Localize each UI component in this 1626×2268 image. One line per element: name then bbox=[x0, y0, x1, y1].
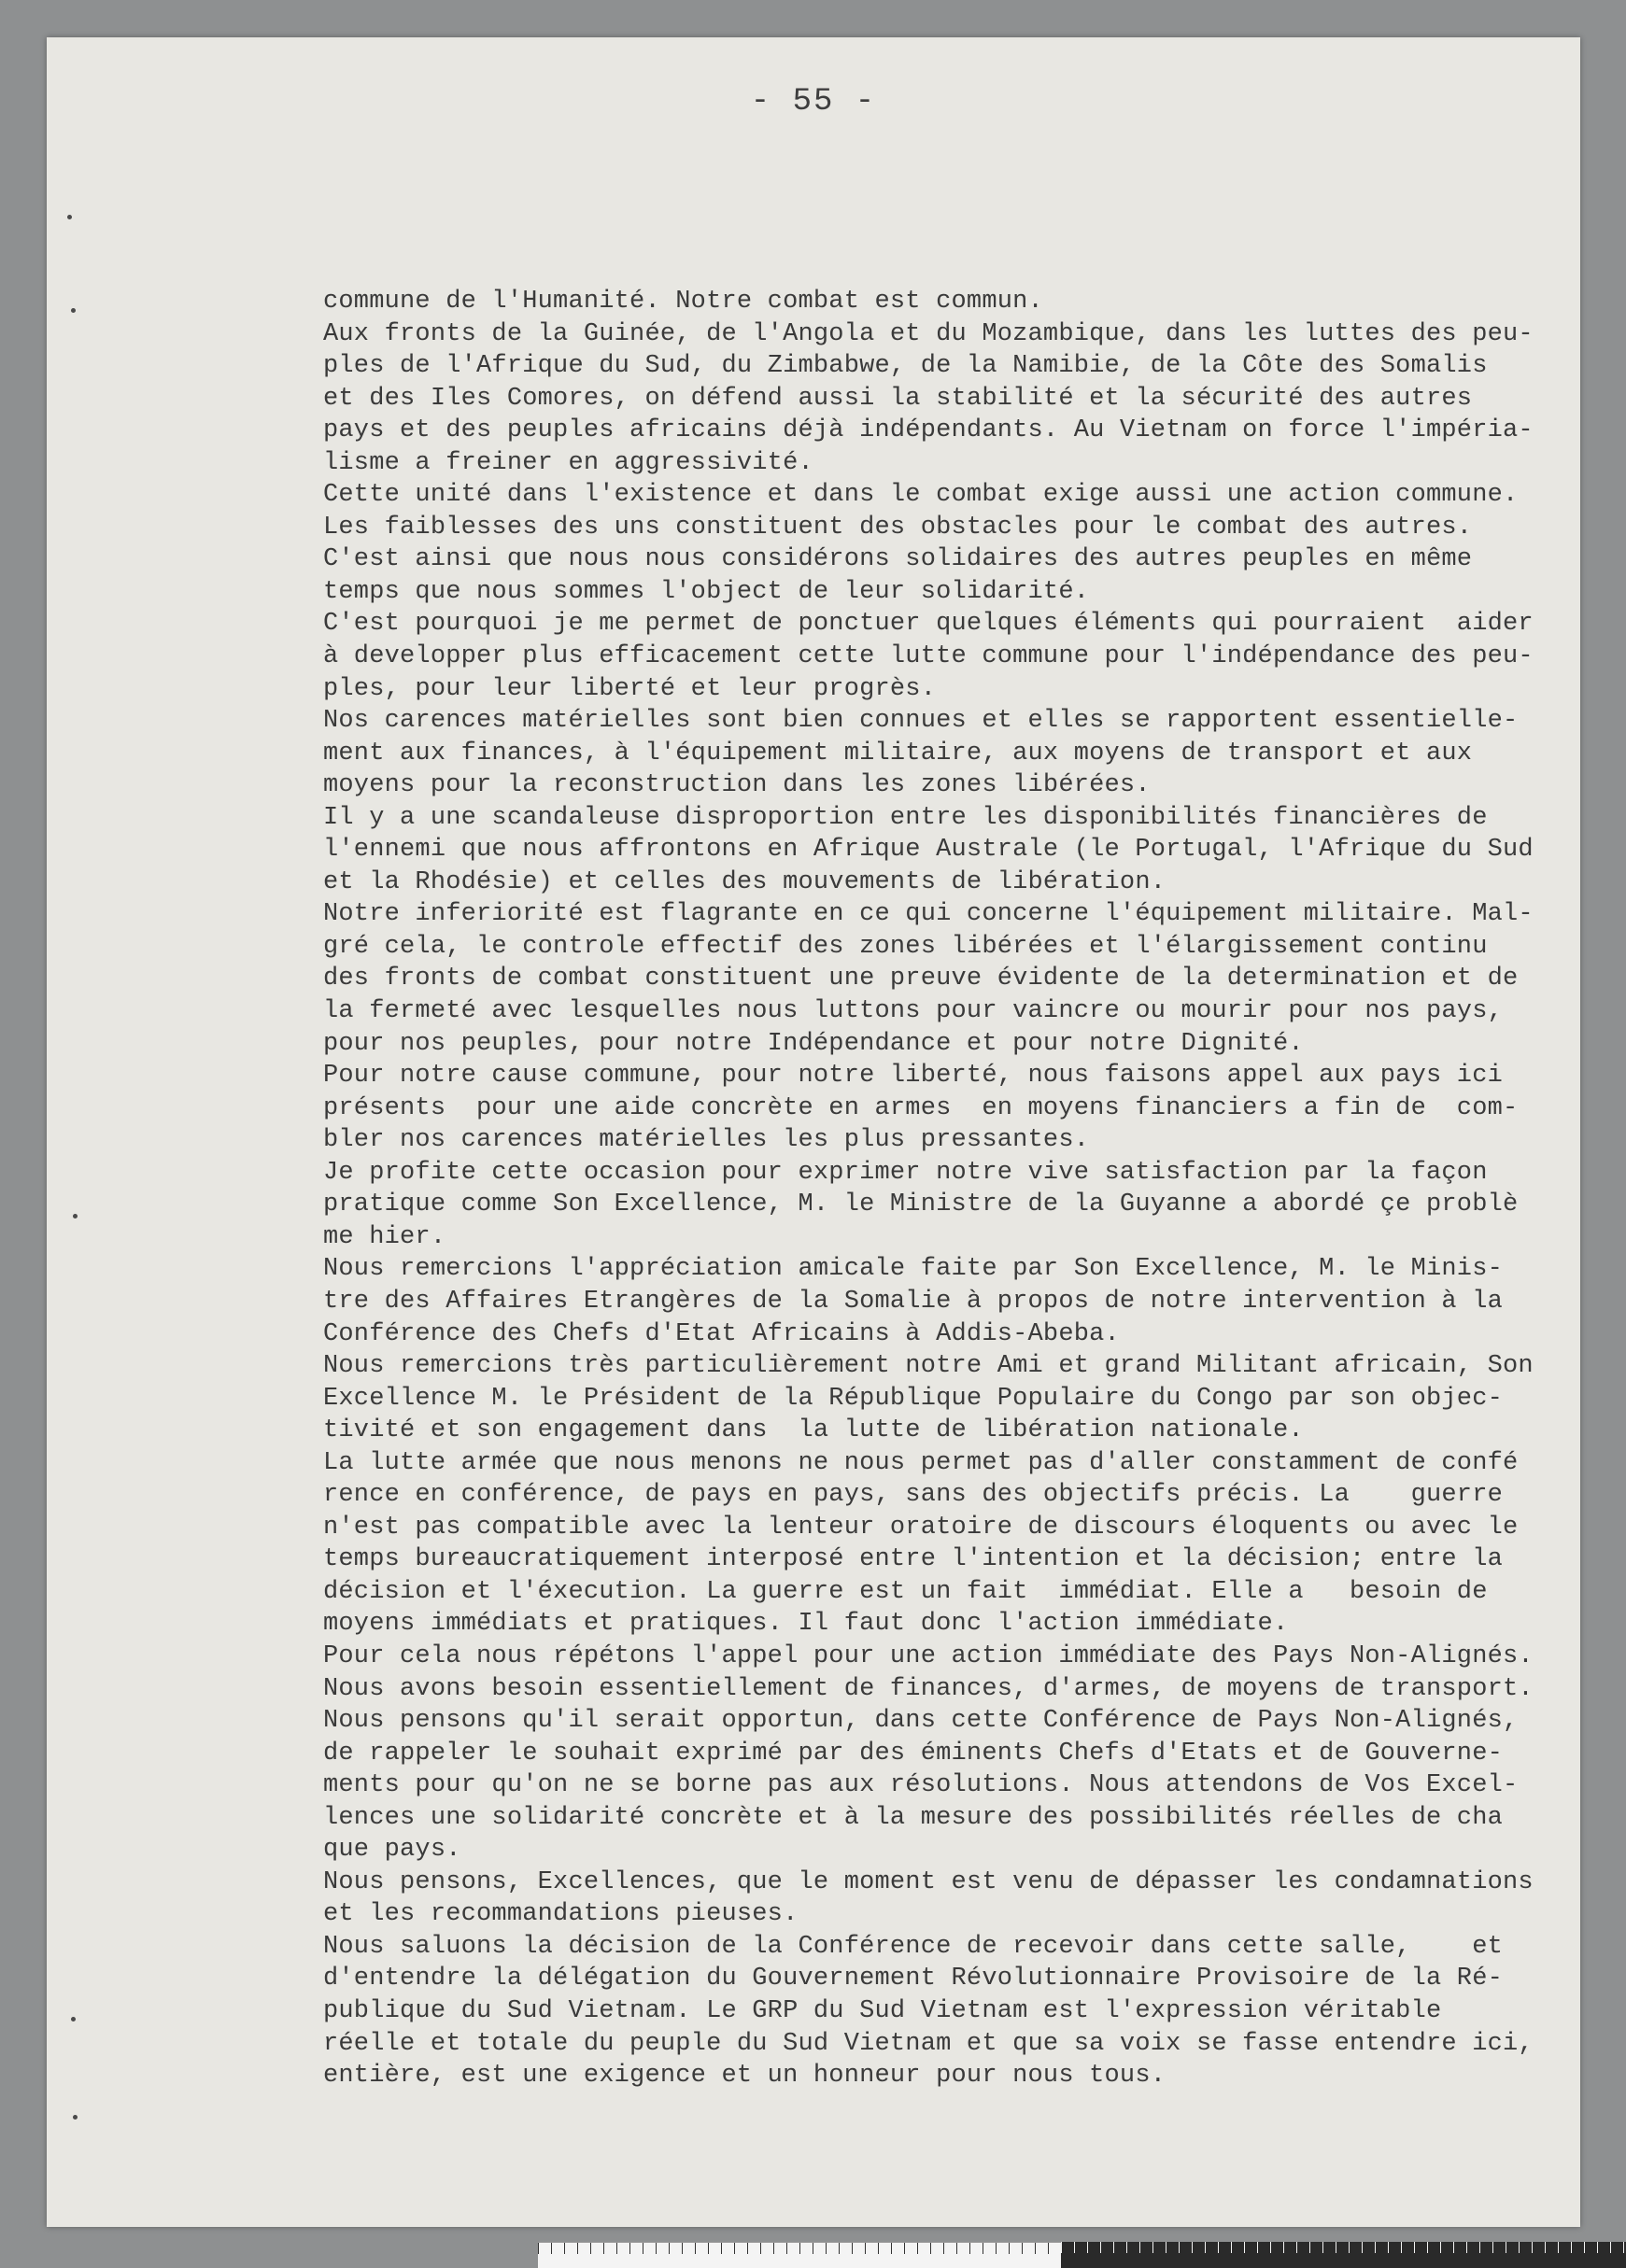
text-line: Nous remercions très particulièrement notre Ami et grand Militant africain, Son bbox=[323, 1352, 1534, 1381]
text-line: temps bureaucratiquement interposé entre l'intention et la décision; entre la bbox=[323, 1545, 1504, 1574]
text-line: me hier. bbox=[323, 1222, 446, 1251]
text-line: ples de l'Afrique du Sud, du Zimbabwe, de la Namibie, de la Côte des Somalis bbox=[323, 352, 1488, 381]
text-line: des fronts de combat constituent une preuve évidente de la determination et de bbox=[323, 965, 1519, 993]
scale-ruler bbox=[538, 2242, 1626, 2268]
text-line: et la Rhodésie) et celles des mouvements de libération. bbox=[323, 867, 1166, 896]
text-line: n'est pas compatible avec la lenteur oratoire de discours éloquents ou avec le bbox=[323, 1513, 1519, 1542]
text-line: pratique comme Son Excellence, M. le Ministre de la Guyanne a abordé çe problè bbox=[323, 1190, 1519, 1219]
text-line: présents pour une aide concrète en armes en moyens financiers a fin de com- bbox=[323, 1093, 1519, 1122]
punch-hole-mark bbox=[71, 308, 76, 313]
text-line: pour nos peuples, pour notre Indépendance et pour notre Dignité. bbox=[323, 1029, 1304, 1058]
text-line: à developper plus efficacement cette lutte commune pour l'indépendance des peu- bbox=[323, 642, 1534, 671]
text-line: Nous pensons, Excellences, que le moment est venu de dépasser les condamnations bbox=[323, 1867, 1534, 1896]
text-line: et les recommandations pieuses. bbox=[323, 1900, 799, 1929]
text-line: de rappeler le souhait exprimé par des éminents Chefs d'Etats et de Gouverne- bbox=[323, 1739, 1504, 1768]
text-line: La lutte armée que nous menons ne nous permet pas d'aller constamment de confé bbox=[323, 1448, 1519, 1477]
punch-hole-mark bbox=[73, 2115, 78, 2120]
text-line: Il y a une scandaleuse disproportion entre les disponibilités financières de bbox=[323, 803, 1488, 832]
text-line: entière, est une exigence et un honneur pour nous tous. bbox=[323, 2062, 1166, 2091]
text-line: d'entendre la délégation du Gouvernement Révolutionnaire Provisoire de la Ré- bbox=[323, 1965, 1504, 1993]
text-line: Nous pensons qu'il serait opportun, dans cette Conférence de Pays Non-Alignés, bbox=[323, 1707, 1519, 1736]
text-line: lisme a freiner en aggressivité. bbox=[323, 448, 813, 477]
text-line: moyens pour la reconstruction dans les zones libérées. bbox=[323, 771, 1151, 800]
text-line: Pour notre cause commune, pour notre liberté, nous faisons appel aux pays ici bbox=[323, 1062, 1504, 1091]
text-line: C'est pourquoi je me permet de ponctuer quelques éléments qui pourraient aider bbox=[323, 610, 1534, 639]
text-line: tre des Affaires Etrangères de la Somalie à propos de notre intervention à la bbox=[323, 1287, 1504, 1316]
ruler-light-segment bbox=[538, 2242, 1061, 2268]
text-line: moyens immédiats et pratiques. Il faut donc l'action immédiate. bbox=[323, 1610, 1289, 1639]
text-line: temps que nous sommes l'object de leur solidarité. bbox=[323, 577, 1090, 606]
document-page bbox=[47, 37, 1580, 2227]
text-line: Aux fronts de la Guinée, de l'Angola et du Mozambique, dans les luttes des peu- bbox=[323, 319, 1534, 348]
punch-hole-mark bbox=[67, 215, 72, 219]
text-line: rence en conférence, de pays en pays, sans des objectifs précis. La guerre bbox=[323, 1481, 1504, 1510]
text-line: Conférence des Chefs d'Etat Africains à Addis-Abeba. bbox=[323, 1319, 1120, 1348]
text-line: Pour cela nous répétons l'appel pour une action immédiate des Pays Non-Alignés. bbox=[323, 1641, 1534, 1670]
text-line: Notre inferiorité est flagrante en ce qui concerne l'équipement militaire. Mal- bbox=[323, 900, 1534, 929]
text-line: C'est ainsi que nous nous considérons solidaires des autres peuples en même bbox=[323, 545, 1473, 574]
text-line: et des Iles Comores, on défend aussi la stabilité et la sécurité des autres bbox=[323, 384, 1473, 413]
text-line: réelle et totale du peuple du Sud Vietnam et que sa voix se fasse entendre ici, bbox=[323, 2029, 1534, 2058]
text-line: publique du Sud Vietnam. Le GRP du Sud Vietnam est l'expression véritable bbox=[323, 1996, 1442, 2025]
text-line: ments pour qu'on ne se borne pas aux résolutions. Nous attendons de Vos Excel- bbox=[323, 1771, 1519, 1800]
text-line: gré cela, le controle effectif des zones libérées et l'élargissement continu bbox=[323, 932, 1488, 961]
page-number: - 55 - bbox=[750, 84, 877, 120]
ruler-dark-segment bbox=[1061, 2242, 1626, 2268]
text-line: commune de l'Humanité. Notre combat est commun. bbox=[323, 288, 1043, 316]
punch-hole-mark bbox=[71, 2017, 76, 2021]
text-line: la fermeté avec lesquelles nous luttons pour vaincre ou mourir pour nos pays, bbox=[323, 997, 1504, 1026]
text-line: Excellence M. le Président de la République Populaire du Congo par son objec- bbox=[323, 1384, 1504, 1413]
text-line: bler nos carences matérielles les plus pressantes. bbox=[323, 1126, 1090, 1155]
letter-body bbox=[323, 286, 1556, 2092]
text-line: Nous saluons la décision de la Conférence de recevoir dans cette salle, et bbox=[323, 1932, 1504, 1961]
text-line: Nous avons besoin essentiellement de finances, d'armes, de moyens de transport. bbox=[323, 1674, 1534, 1703]
text-line: décision et l'éxecution. La guerre est un fait immédiat. Elle a besoin de bbox=[323, 1577, 1488, 1606]
text-line: Cette unité dans l'existence et dans le combat exige aussi une action commune. bbox=[323, 481, 1519, 510]
punch-hole-mark bbox=[73, 1214, 78, 1219]
text-line: pays et des peuples africains déjà indépendants. Au Vietnam on force l'impéria- bbox=[323, 416, 1534, 445]
text-line: Nos carences matérielles sont bien connues et elles se rapportent essentielle- bbox=[323, 707, 1519, 736]
text-line: Nous remercions l'appréciation amicale faite par Son Excellence, M. le Minis- bbox=[323, 1255, 1504, 1284]
text-line: lences une solidarité concrète et à la mesure des possibilités réelles de cha bbox=[323, 1803, 1504, 1832]
text-line: tivité et son engagement dans la lutte de libération nationale. bbox=[323, 1416, 1304, 1445]
text-line: que pays. bbox=[323, 1836, 461, 1865]
text-line: l'ennemi que nous affrontons en Afrique Australe (le Portugal, l'Afrique du Sud bbox=[323, 836, 1534, 865]
text-line: ment aux finances, à l'équipement militaire, aux moyens de transport et aux bbox=[323, 739, 1473, 768]
text-line: Je profite cette occasion pour exprimer notre vive satisfaction par la façon bbox=[323, 1158, 1488, 1187]
text-line: ples, pour leur liberté et leur progrès. bbox=[323, 674, 937, 703]
text-line: Les faiblesses des uns constituent des obstacles pour le combat des autres. bbox=[323, 513, 1473, 542]
